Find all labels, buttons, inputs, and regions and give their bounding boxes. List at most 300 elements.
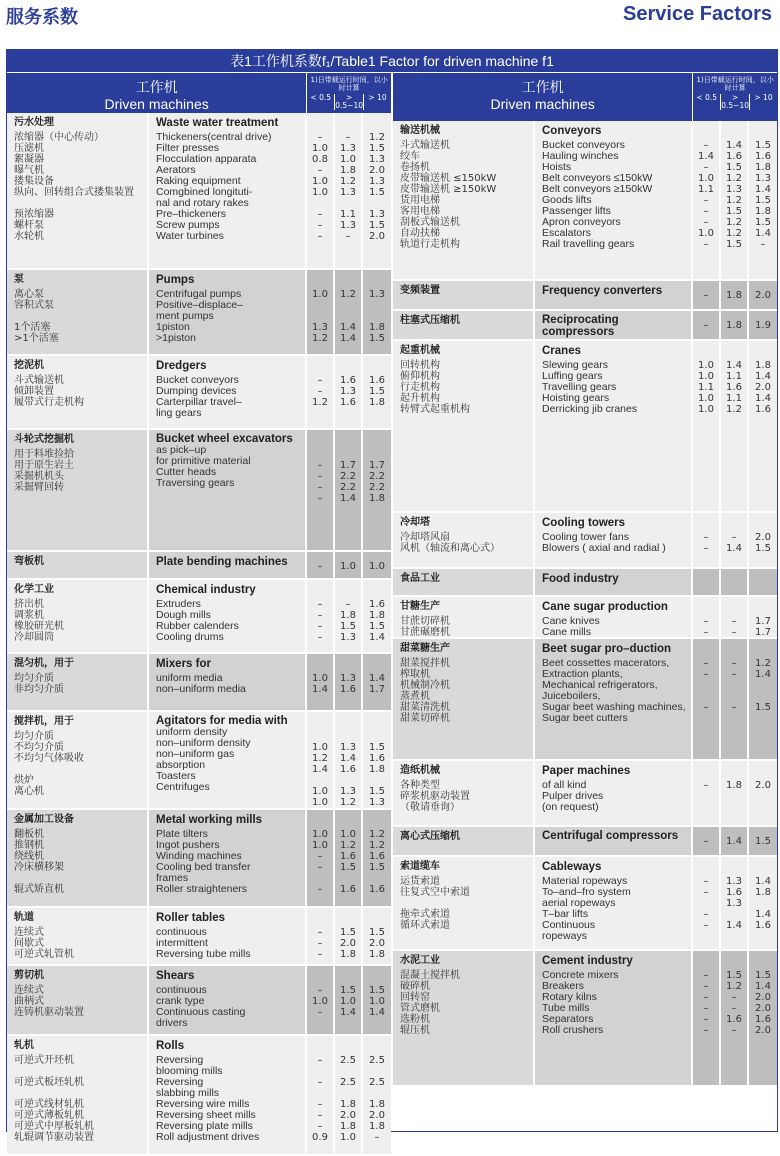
- factor-value: 1.0: [340, 1132, 356, 1143]
- section-en: [149, 580, 307, 652]
- factor-value: 0.8: [312, 154, 328, 165]
- row-en: Aerators: [156, 164, 196, 176]
- factor-value: [363, 873, 391, 884]
- row-cn: 挤出机: [14, 599, 44, 610]
- spacer: [721, 642, 747, 658]
- factor-value: 1.0: [340, 561, 356, 572]
- factor-value: [721, 680, 747, 691]
- factor-value: 1.5: [369, 220, 385, 231]
- factor-value: [335, 1018, 361, 1029]
- factor-col-2: [749, 513, 777, 567]
- factor-col-2: [363, 356, 391, 428]
- factor-value: 1.4: [698, 151, 714, 162]
- factor-value: 1.8: [755, 206, 771, 217]
- section-title-en: Cement industry: [542, 955, 633, 967]
- factor-value: 1.5: [340, 985, 356, 996]
- factor-value: 1.5: [755, 543, 771, 554]
- factor-col-0: [693, 281, 721, 309]
- factor-value: 1.2: [340, 797, 356, 808]
- factor-value: –: [345, 231, 351, 242]
- row-cn: 烘炉: [14, 775, 34, 786]
- spacer: [363, 116, 391, 132]
- factor-value: 1.6: [340, 684, 356, 695]
- row-en: ropeways: [542, 930, 587, 942]
- row-en: (on request): [542, 801, 599, 813]
- factor-col-1: [721, 639, 749, 759]
- factor-value: 1.2: [340, 289, 356, 300]
- section-en: [535, 569, 693, 595]
- section-title-cn: 食品工业: [400, 573, 440, 584]
- row-en: Bucket conveyors: [156, 374, 239, 386]
- spacer: [363, 273, 391, 289]
- factor-col-2: [363, 270, 391, 354]
- column-header: [7, 72, 391, 113]
- section: [393, 513, 777, 569]
- col-gt10: > 10: [363, 94, 391, 110]
- section-en: [149, 908, 307, 964]
- section-title-en: Roller tables: [156, 912, 226, 924]
- factor-value: 1.2: [369, 132, 385, 143]
- row-cn: 刮板式输送机: [400, 217, 460, 228]
- factor-value: 1.6: [755, 920, 771, 931]
- section-en: [535, 311, 693, 339]
- row-cn: 1个活塞: [14, 322, 51, 333]
- factor-value: 1.3: [340, 187, 356, 198]
- section-title-en: Frequency converters: [542, 285, 663, 297]
- row-cn: 甘蔗碾磨机: [400, 627, 450, 638]
- factor-value: [749, 713, 777, 724]
- factor-value: –: [703, 543, 709, 554]
- section-title-cn: 离心式压缩机: [400, 831, 460, 842]
- section-en: [149, 270, 307, 354]
- section-title-cn: 甜菜糖生产: [400, 643, 450, 654]
- section-cn: [7, 908, 149, 964]
- section-en: [535, 639, 693, 759]
- row-en: crank type: [156, 995, 205, 1007]
- factor-value: 1.6: [369, 753, 385, 764]
- factor-value: 1.1: [340, 209, 356, 220]
- row-en: Extraction plants,: [542, 668, 623, 680]
- factor-value: [335, 408, 361, 419]
- factor-value: –: [317, 165, 323, 176]
- factor-value: 1.3: [369, 154, 385, 165]
- factor-col-0: [693, 597, 721, 637]
- row-en: Cane mills: [542, 626, 592, 638]
- spacer: [307, 359, 333, 375]
- section-cn: [7, 654, 149, 710]
- section-title-cn: 斗轮式挖掘机: [14, 434, 74, 445]
- row-cn: 水轮机: [14, 231, 44, 242]
- section-en: [149, 712, 307, 808]
- factor-value: 1.2: [726, 217, 742, 228]
- section: [7, 270, 391, 356]
- spacer: [721, 954, 747, 970]
- row-cn: 往复式空中索道: [400, 887, 470, 898]
- row-en: Extruders: [156, 598, 201, 610]
- factor-value: 1.2: [369, 840, 385, 851]
- section: [393, 341, 777, 513]
- factor-value: 1.0: [312, 786, 328, 797]
- spacer: [693, 764, 719, 780]
- factor-value: 1.6: [369, 884, 385, 895]
- row-en: >1piston: [156, 332, 196, 344]
- row-cn: 均匀介质: [14, 673, 54, 684]
- factor-value: –: [703, 992, 709, 1003]
- row-en: Toasters: [156, 770, 196, 782]
- spacer: [749, 764, 777, 780]
- section-title-en: Cranes: [542, 345, 581, 357]
- section-title-cn: 挖泥机: [14, 360, 44, 371]
- spacer: [335, 969, 361, 985]
- right-column: [393, 72, 777, 1131]
- factor-value: 1.0: [340, 829, 356, 840]
- factor-value: 1.3: [312, 322, 328, 333]
- row-cn: 甜菜搅拌机: [400, 658, 450, 669]
- factor-value: 2.0: [369, 938, 385, 949]
- factor-value: 1.6: [340, 397, 356, 408]
- factor-value: –: [703, 876, 709, 887]
- factor-value: –: [703, 836, 709, 847]
- table-caption: 表1工作机系数f₁/Table1 Factor for driven machine f1: [7, 50, 777, 72]
- factor-value: 1.5: [755, 702, 771, 713]
- row-cn: 蒸煮机: [400, 691, 430, 702]
- row-en: Hoists: [542, 161, 572, 173]
- factor-value: 1.3: [340, 386, 356, 397]
- factor-value: 1.6: [755, 1014, 771, 1025]
- section-en: [535, 597, 693, 637]
- factor-col-2: [363, 430, 391, 550]
- factor-value: [307, 198, 333, 209]
- factor-value: 1.7: [755, 616, 771, 627]
- factor-value: –: [317, 599, 323, 610]
- factor-value: 1.0: [698, 228, 714, 239]
- row-cn: 采掘机机头: [14, 471, 64, 482]
- factor-col-2: [749, 281, 777, 309]
- factor-col-0: [693, 121, 721, 279]
- row-cn: [14, 1088, 147, 1099]
- section-title-cn: 剪切机: [14, 970, 44, 981]
- row-cn: 非均匀介质: [14, 684, 64, 695]
- row-cn: 循环式索道: [400, 920, 450, 931]
- factor-value: 1.6: [369, 599, 385, 610]
- factor-value: 1.8: [340, 165, 356, 176]
- row-cn: 间歇式: [14, 938, 44, 949]
- factor-value: [721, 691, 747, 702]
- row-cn: [400, 931, 533, 942]
- section: [7, 356, 391, 430]
- factor-value: –: [731, 658, 737, 669]
- factor-value: [749, 931, 777, 942]
- factor-value: 1.4: [340, 333, 356, 344]
- factor-value: 1.5: [755, 140, 771, 151]
- row-cn: 不均匀介质: [14, 742, 64, 753]
- factor-value: 1.3: [726, 898, 742, 909]
- section-cn: [393, 281, 535, 309]
- factor-col-0: [693, 311, 721, 339]
- section-en: [149, 430, 307, 550]
- factor-value: 1.8: [755, 360, 771, 371]
- factor-value: 1.2: [340, 840, 356, 851]
- factor-value: 2.0: [755, 992, 771, 1003]
- spacer: [335, 359, 361, 375]
- factor-value: 0.9: [312, 1132, 328, 1143]
- spacer: [307, 715, 333, 742]
- factor-value: 1.0: [312, 289, 328, 300]
- row-en: Ingot pushers: [156, 839, 220, 851]
- factor-value: [363, 1018, 391, 1029]
- factor-col-0: [693, 761, 721, 825]
- spacer: [307, 583, 333, 599]
- header-en: Driven machines: [490, 96, 595, 112]
- factor-value: 1.5: [369, 187, 385, 198]
- factor-value: 1.2: [755, 658, 771, 669]
- section-cn: [393, 121, 535, 279]
- factor-col-2: [363, 580, 391, 652]
- factor-value: –: [731, 702, 737, 713]
- spacer: [363, 1039, 391, 1055]
- row-cn: 机械制冷机: [400, 680, 450, 691]
- factor-value: 1.5: [755, 836, 771, 847]
- factor-value: –: [317, 938, 323, 949]
- factor-value: 1.2: [340, 176, 356, 187]
- section-title-cn: 起重机械: [400, 345, 440, 356]
- factor-value: [307, 1066, 333, 1077]
- factor-value: 1.4: [369, 1007, 385, 1018]
- spacer: [693, 860, 719, 876]
- section-title-en: Rolls: [156, 1040, 185, 1052]
- factor-value: 1.0: [698, 371, 714, 382]
- row-en: Roll adjustment drives: [156, 1131, 260, 1143]
- factor-value: –: [703, 239, 709, 250]
- row-cn: （敬请垂询）: [400, 802, 460, 813]
- section: [393, 121, 777, 281]
- factor-value: 1.6: [340, 884, 356, 895]
- section-en: [149, 1036, 307, 1154]
- row-en: Rotary kilns: [542, 991, 597, 1003]
- col-05-10: > 0.5~10: [721, 93, 749, 110]
- factor-value: 1.5: [755, 970, 771, 981]
- factor-value: 1.7: [340, 460, 356, 471]
- spacer: [307, 969, 333, 985]
- factor-value: 1.3: [369, 797, 385, 808]
- factor-value: 1.5: [369, 786, 385, 797]
- row-cn: 絮凝器: [14, 154, 44, 165]
- spacer: [749, 860, 777, 876]
- section-title-en: Paper machines: [542, 765, 631, 777]
- factor-col-1: [335, 580, 363, 652]
- factor-value: –: [731, 627, 737, 638]
- row-cn: 斗式输送机: [14, 375, 64, 386]
- factor-value: [363, 311, 391, 322]
- factor-value: 1.5: [340, 927, 356, 938]
- section: [393, 597, 777, 639]
- row-en: Cooling bed transfer: [156, 861, 251, 873]
- row-cn: 斗式输送机: [400, 140, 450, 151]
- spacer: [749, 124, 777, 140]
- factor-value: [363, 775, 391, 786]
- row-en: Blowers ( axial and radial ): [542, 542, 666, 554]
- row-en: absorption: [156, 759, 206, 771]
- row-en: Comgbined longituti-: [156, 186, 253, 198]
- factor-value: [721, 802, 747, 813]
- row-cn: 可逆式开坯机: [14, 1055, 74, 1066]
- spacer: [307, 657, 333, 673]
- factor-value: 2.0: [755, 290, 771, 301]
- row-cn: [14, 1018, 147, 1029]
- row-en: Hauling winches: [542, 150, 619, 162]
- factor-value: 1.7: [369, 460, 385, 471]
- factor-col-2: [749, 311, 777, 339]
- factor-col-0: [307, 712, 335, 808]
- factor-col-1: [335, 810, 363, 906]
- section-title-cn: 金属加工设备: [14, 814, 74, 825]
- factor-value: 1.6: [369, 851, 385, 862]
- factor-value: –: [703, 1025, 709, 1036]
- factor-value: 2.5: [340, 1055, 356, 1066]
- spacer: [693, 572, 719, 588]
- factor-value: 1.2: [312, 333, 328, 344]
- factor-value: 1.4: [726, 360, 742, 371]
- row-cn: 压滤机: [14, 143, 44, 154]
- factor-value: 1.4: [726, 140, 742, 151]
- factor-value: 1.0: [340, 154, 356, 165]
- factor-col-0: [307, 113, 335, 268]
- col-lt05: < 0.5: [696, 93, 718, 102]
- factor-value: –: [317, 610, 323, 621]
- factor-value: –: [317, 949, 323, 960]
- factor-value: [693, 691, 719, 702]
- factor-value: 1.3: [369, 176, 385, 187]
- left-column: [7, 72, 393, 1143]
- section: [7, 908, 391, 966]
- spacer: [335, 433, 361, 460]
- section-title-cn: 化学工业: [14, 584, 54, 595]
- row-cn: 辊压机: [400, 1025, 430, 1036]
- spacer: [363, 583, 391, 599]
- section-cn: [7, 552, 149, 578]
- factor-value: –: [374, 1132, 380, 1143]
- spacer: [721, 344, 747, 360]
- row-en: To–and–fro system: [542, 886, 631, 898]
- row-cn: 浓缩器（中心传动）: [14, 132, 104, 143]
- row-en: slabbing mills: [156, 1087, 220, 1099]
- row-en: Continuous casting: [156, 1006, 246, 1018]
- factor-value: 1.3: [726, 184, 742, 195]
- section-title-en: Pumps: [156, 274, 195, 286]
- factor-col-2: [363, 552, 391, 578]
- section-title-cn: 轧机: [14, 1040, 34, 1051]
- section: [7, 113, 391, 270]
- factor-value: 1.8: [726, 290, 742, 301]
- factor-value: 1.3: [340, 143, 356, 154]
- factor-value: 2.5: [340, 1077, 356, 1088]
- factor-value: [693, 713, 719, 724]
- section: [7, 552, 391, 580]
- factor-value: 2.0: [755, 532, 771, 543]
- factor-col-2: [749, 827, 777, 855]
- row-en: Material ropeways: [542, 875, 628, 887]
- row-en: Tube mills: [542, 1002, 590, 1014]
- row-en: 1piston: [156, 321, 190, 333]
- factor-value: 1.6: [369, 375, 385, 386]
- row-en: Water turbines: [156, 230, 224, 242]
- row-en: Cooling drums: [156, 631, 224, 643]
- row-cn: [14, 873, 147, 884]
- row-en: Concrete mixers: [542, 969, 619, 981]
- row-en: nal and rotary rakes: [156, 197, 249, 209]
- factor-value: –: [703, 627, 709, 638]
- row-cn: [14, 311, 147, 322]
- section: [7, 712, 391, 810]
- spacer: [307, 813, 333, 829]
- factor-value: 1.2: [726, 173, 742, 184]
- factor-value: 1.6: [726, 382, 742, 393]
- row-en: Cutter heads: [156, 466, 217, 478]
- factor-table: [6, 49, 778, 1143]
- row-cn: 俯仰机构: [400, 371, 440, 382]
- spacer: [307, 116, 333, 132]
- factor-value: –: [703, 532, 709, 543]
- factor-col-0: [307, 356, 335, 428]
- factor-value: 1.4: [755, 876, 771, 887]
- row-cn: 回转机构: [400, 360, 440, 371]
- factor-value: 1.2: [369, 829, 385, 840]
- col-05-10: > 0.5~10: [335, 93, 363, 110]
- factor-col-1: [721, 281, 749, 309]
- factor-value: [693, 898, 719, 909]
- row-en: Travelling gears: [542, 381, 617, 393]
- spacer: [693, 600, 719, 616]
- row-en: Reversing plate mills: [156, 1120, 253, 1132]
- row-cn: 离心机: [14, 786, 44, 797]
- row-en: non–uniform media: [156, 683, 246, 695]
- spacer: [693, 344, 719, 360]
- factor-value: 2.5: [369, 1055, 385, 1066]
- factor-value: 1.8: [340, 949, 356, 960]
- factor-col-2: [749, 639, 777, 759]
- section-cn: [393, 513, 535, 567]
- row-en: Hoisting gears: [542, 392, 610, 404]
- row-cn: 甘蔗切碎机: [400, 616, 450, 627]
- factor-value: 1.0: [312, 829, 328, 840]
- factor-col-1: [721, 827, 749, 855]
- factor-col-0: [693, 341, 721, 511]
- col-gt10: > 10: [749, 94, 777, 110]
- factor-value: 1.2: [726, 195, 742, 206]
- factor-value: 2.0: [755, 1025, 771, 1036]
- spacer: [363, 911, 391, 927]
- factor-value: 1.4: [755, 669, 771, 680]
- row-cn: 冷却塔风扇: [400, 532, 450, 543]
- factor-value: 1.4: [312, 684, 328, 695]
- row-cn: 榨取机: [400, 669, 430, 680]
- spacer: [749, 954, 777, 970]
- section: [393, 857, 777, 951]
- section-cn: [393, 951, 535, 1085]
- row-en: Breakers: [542, 980, 585, 992]
- row-cn: 冷却圆筒: [14, 632, 54, 643]
- factor-value: 1.8: [340, 1099, 356, 1110]
- factor-value: [749, 791, 777, 802]
- row-en: Reversing: [156, 1076, 204, 1088]
- row-cn: 履带式行走机构: [14, 397, 84, 408]
- factor-value: 1.5: [726, 162, 742, 173]
- factor-value: –: [731, 669, 737, 680]
- row-en: Flocculation apparata: [156, 153, 257, 165]
- factor-value: 1.5: [369, 927, 385, 938]
- section-en: [535, 761, 693, 825]
- section-title-en: Centrifugal compressors: [542, 830, 679, 842]
